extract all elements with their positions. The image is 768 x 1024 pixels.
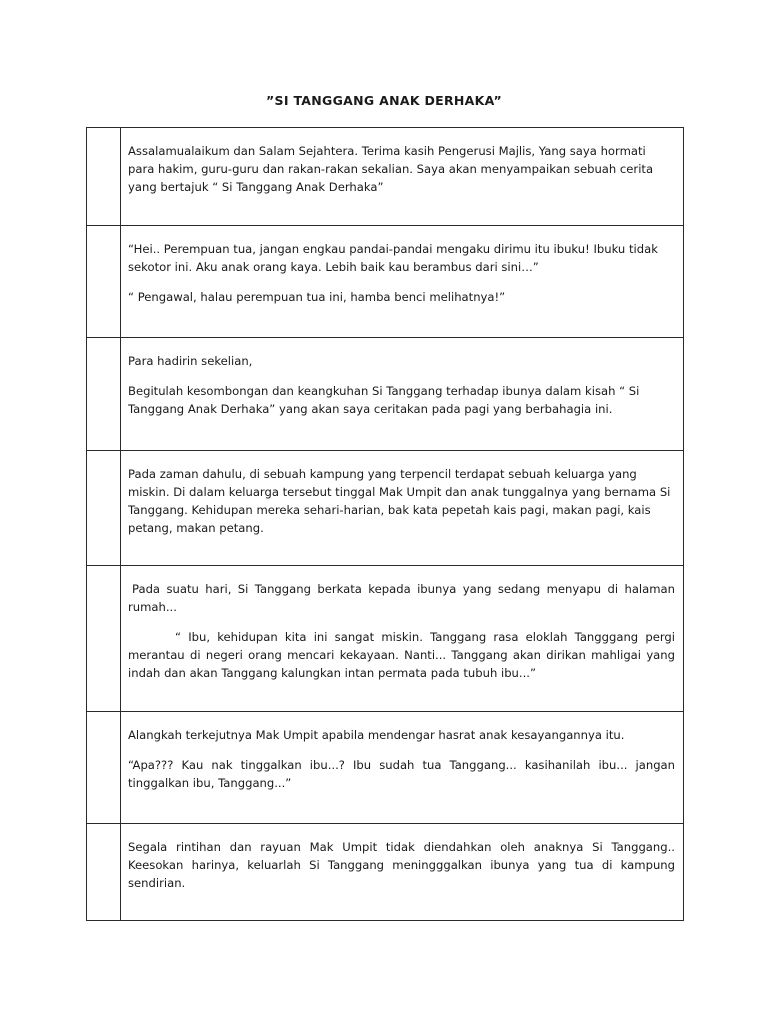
paragraph: “Hei.. Perempuan tua, jangan engkau pandai-pandai mengaku dirimu itu ibuku! Ibuku tidak sekotor ini. Aku anak orang kaya. Lebih baik kau berambus dari sini…” <box>128 242 658 274</box>
row-text-cell <box>121 712 684 824</box>
script-table <box>86 127 684 921</box>
table-row <box>87 226 684 338</box>
paragraph: “ Ibu, kehidupan kita ini sangat miskin. Tanggang rasa eloklah Tangggang pergi merantau di negeri orang mencari kekayaan. Nanti... Tanggang akan dirikan mahligai yang indah dan akan Tanggang kalungkan intan permata pada tubuh ibu...” <box>128 630 675 680</box>
paragraph: Segala rintihan dan rayuan Mak Umpit tidak diendahkan oleh anaknya Si Tanggang.. Keesokan harinya, keluarlah Si Tanggang meningggalkan ibunya yang tua di kampung sendirian. <box>128 840 675 890</box>
paragraph: “Apa??? Kau nak tinggalkan ibu...? Ibu sudah tua Tanggang... kasihanilah ibu... jangan tinggalkan ibu, Tanggang...” <box>128 758 675 790</box>
row-text-cell <box>121 824 684 921</box>
row-number-cell <box>87 226 121 338</box>
paragraph: Assalamualaikum dan Salam Sejahtera. Terima kasih Pengerusi Majlis, Yang saya hormati para hakim, guru-guru dan rakan-rakan sekalian. Saya akan menyampaikan sebuah cerita yang bertajuk “ Si Tanggang Anak Derhaka” <box>128 144 654 194</box>
row-text-cell <box>121 338 684 451</box>
paragraph: Pada suatu hari, Si Tanggang berkata kepada ibunya yang sedang menyapu di halaman rumah... <box>128 582 675 614</box>
row-text-cell <box>121 128 684 226</box>
table-row <box>87 128 684 226</box>
row-number-cell <box>87 824 121 921</box>
table-row <box>87 712 684 824</box>
paragraph: Pada zaman dahulu, di sebuah kampung yang terpencil terdapat sebuah keluarga yang miskin. Di dalam keluarga tersebut tinggal Mak Umpit dan anak tunggalnya yang bernama Si Tanggang. Kehidupan mereka sehari-harian, bak kata pepetah kais pagi, makan pagi, kais petang, makan petang. <box>128 467 671 535</box>
table-row <box>87 338 684 451</box>
table-row <box>87 566 684 712</box>
row-text-cell <box>121 226 684 338</box>
paragraph: Alangkah terkejutnya Mak Umpit apabila mendengar hasrat anak kesayangannya itu. <box>128 728 625 742</box>
paragraph: Begitulah kesombongan dan keangkuhan Si Tanggang terhadap ibunya dalam kisah “ Si Tanggang Anak Derhaka” yang akan saya ceritakan pada pagi yang berbahagia ini. <box>128 384 640 416</box>
row-number-cell <box>87 566 121 712</box>
row-text-cell <box>121 566 684 712</box>
document-title: ”SI TANGGANG ANAK DERHAKA” <box>266 93 502 108</box>
row-number-cell <box>87 451 121 566</box>
row-text-cell <box>121 451 684 566</box>
paragraph: Para hadirin sekelian, <box>128 354 253 368</box>
table-row <box>87 824 684 921</box>
paragraph: “ Pengawal, halau perempuan tua ini, hamba benci melihatnya!” <box>128 290 506 304</box>
row-number-cell <box>87 338 121 451</box>
row-number-cell <box>87 712 121 824</box>
table-row <box>87 451 684 566</box>
row-number-cell <box>87 128 121 226</box>
